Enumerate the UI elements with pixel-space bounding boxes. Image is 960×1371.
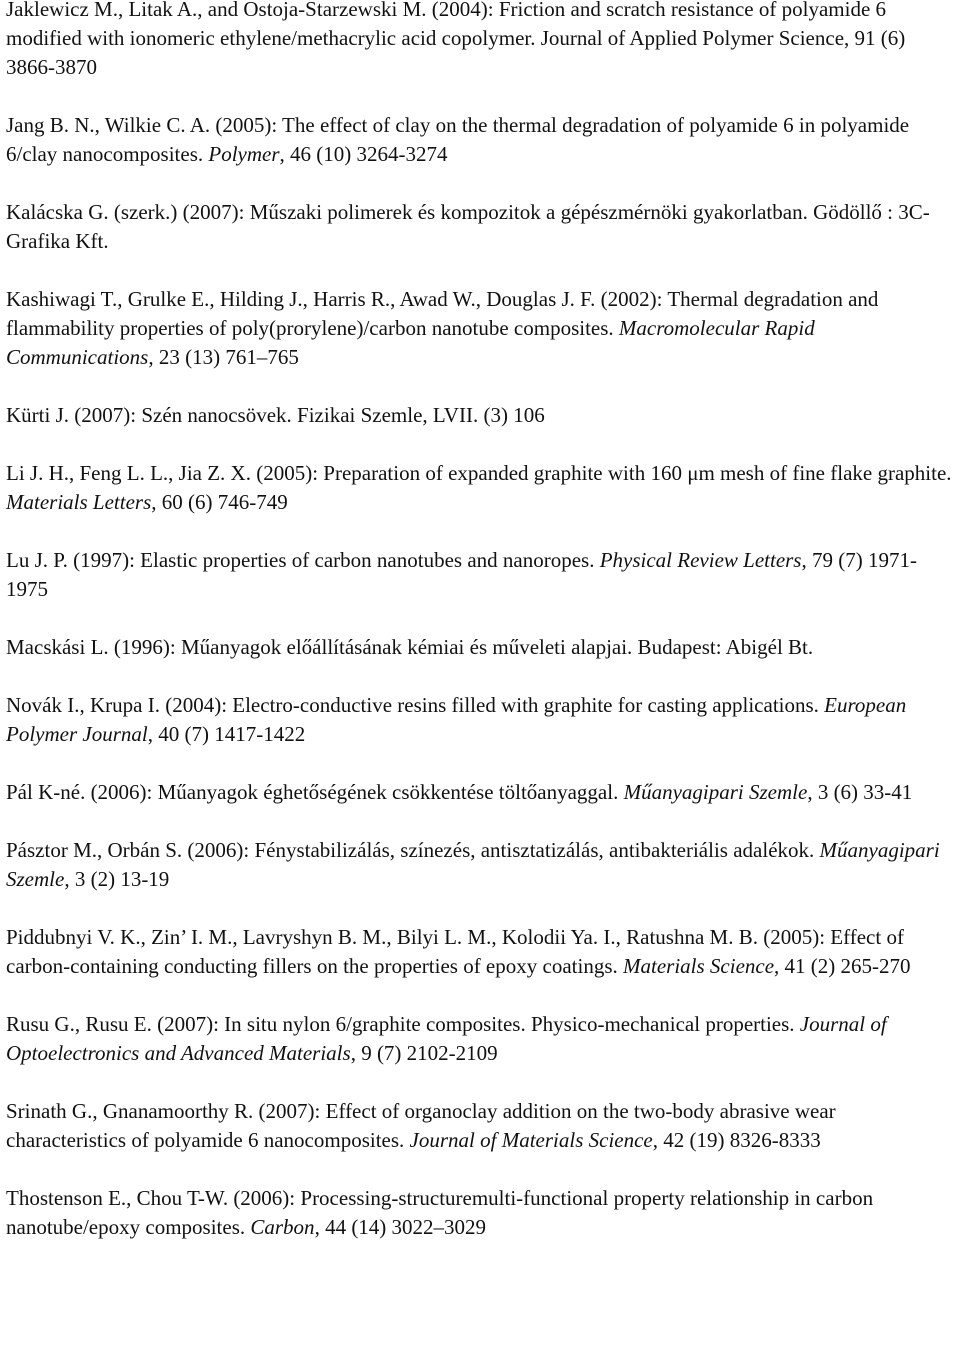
reference-text: Novák I., Krupa I. (2004): Electro-conductive resins filled with graphite for casting applications. [6, 693, 825, 717]
reference-text: Li J. H., Feng L. L., Jia Z. X. (2005): Preparation of expanded graphite with 160 μm mesh of fine flake graphite. [6, 461, 957, 485]
reference-text: , 44 (14) 3022–3029 [314, 1215, 487, 1239]
reference-source-title: European Polymer Journal [6, 693, 912, 746]
reference-entry [6, 401, 954, 430]
reference-entry [6, 198, 954, 256]
reference-source-title: Polymer [208, 142, 280, 166]
reference-text: Pásztor M., Orbán S. (2006): Fénystabilizálás, színezés, antisztatizálás, antibakteriális adalékok. [6, 838, 820, 862]
reference-text: Kürti J. (2007): Szén nanocsövek. Fizikai Szemle, LVII. (3) 106 [6, 403, 545, 427]
reference-entry [6, 1097, 954, 1155]
reference-text: , 3 (2) 13-19 [64, 867, 170, 891]
reference-source-title: Materials Letters [6, 490, 152, 514]
reference-text: Kalácska G. (szerk.) (2007): Műszaki polimerek és kompozitok a gépészmérnöki gyakorlatban. Gödöllő : 3C-Grafika Kft. [6, 200, 930, 253]
reference-source-title: Műanyagipari Szemle [6, 838, 945, 891]
reference-source-title: Journal of Optoelectronics and Advanced Materials [6, 1012, 892, 1065]
reference-text: , 60 (6) 746-749 [151, 490, 288, 514]
reference-source-title: Journal of Materials Science [409, 1128, 653, 1152]
reference-text: Piddubnyi V. K., Zin’ I. M., Lavryshyn B. M., Bilyi L. M., Kolodii Ya. I., Ratushna M. B. (2005): Effect of carbon-containing conducting fillers on the properties of epoxy coatings. [6, 925, 910, 978]
reference-entry [6, 778, 954, 807]
reference-entry [6, 1184, 954, 1242]
reference-text: , 40 (7) 1417-1422 [147, 722, 306, 746]
reference-entry [6, 459, 957, 517]
reference-entry [6, 285, 954, 372]
reference-text: Kashiwagi T., Grulke E., Hilding J., Harris R., Awad W., Douglas J. F. (2002): Thermal degradation and flammability properties of poly(prorylene)/carbon nanotube composites. [6, 287, 884, 340]
reference-entry [6, 836, 954, 894]
reference-text: , 3 (6) 33-41 [807, 780, 913, 804]
reference-text: Macskási L. (1996): Műanyagok előállításának kémiai és műveleti alapjai. Budapest: Abigél Bt. [6, 635, 814, 659]
reference-text: , 23 (13) 761–765 [148, 345, 299, 369]
reference-text: , 41 (2) 265-270 [774, 954, 911, 978]
reference-text: , 9 (7) 2102-2109 [350, 1041, 498, 1065]
reference-entry [6, 633, 954, 662]
reference-text: Lu J. P. (1997): Elastic properties of carbon nanotubes and nanoropes. [6, 548, 600, 572]
reference-entry [6, 691, 954, 749]
reference-list [6, 0, 957, 1242]
reference-entry [6, 111, 954, 169]
reference-text: , 79 (7) 1971-1975 [6, 548, 917, 601]
reference-text: Thostenson E., Chou T-W. (2006): Processing-structuremulti-functional property relationship in carbon nanotube/epoxy composites. [6, 1186, 879, 1239]
reference-entry [6, 546, 954, 604]
reference-entry [6, 1010, 954, 1068]
reference-text: , 42 (19) 8326-8333 [652, 1128, 821, 1152]
reference-entry [6, 0, 954, 82]
reference-text: Jang B. N., Wilkie C. A. (2005): The effect of clay on the thermal degradation of polyamide 6 in polyamide 6/clay nanocomposites. [6, 113, 915, 166]
reference-source-title: Physical Review Letters [599, 548, 802, 572]
reference-source-title: Carbon [250, 1215, 315, 1239]
reference-text: Jaklewicz M., Litak A., and Ostoja-Starzewski M. (2004): Friction and scratch resistance of polyamide 6 modified with ionomeric ethylene/methacrylic acid copolymer. Journal of Applied Polymer Science, 91 (6) 3866-3870 [6, 0, 911, 79]
reference-source-title: Macromolecular Rapid Communications [6, 316, 820, 369]
reference-text: Srinath G., Gnanamoorthy R. (2007): Effect of organoclay addition on the two-body abrasive wear characteristics of polyamide 6 nanocomposites. [6, 1099, 841, 1152]
reference-source-title: Materials Science [623, 954, 775, 978]
reference-text: Rusu G., Rusu E. (2007): In situ nylon 6/graphite composites. Physico-mechanical properties. [6, 1012, 800, 1036]
reference-text: , 46 (10) 3264-3274 [279, 142, 448, 166]
reference-text: Pál K-né. (2006): Műanyagok éghetőségének csökkentése töltőanyaggal. [6, 780, 624, 804]
reference-source-title: Műanyagipari Szemle [623, 780, 808, 804]
reference-entry [6, 923, 954, 981]
